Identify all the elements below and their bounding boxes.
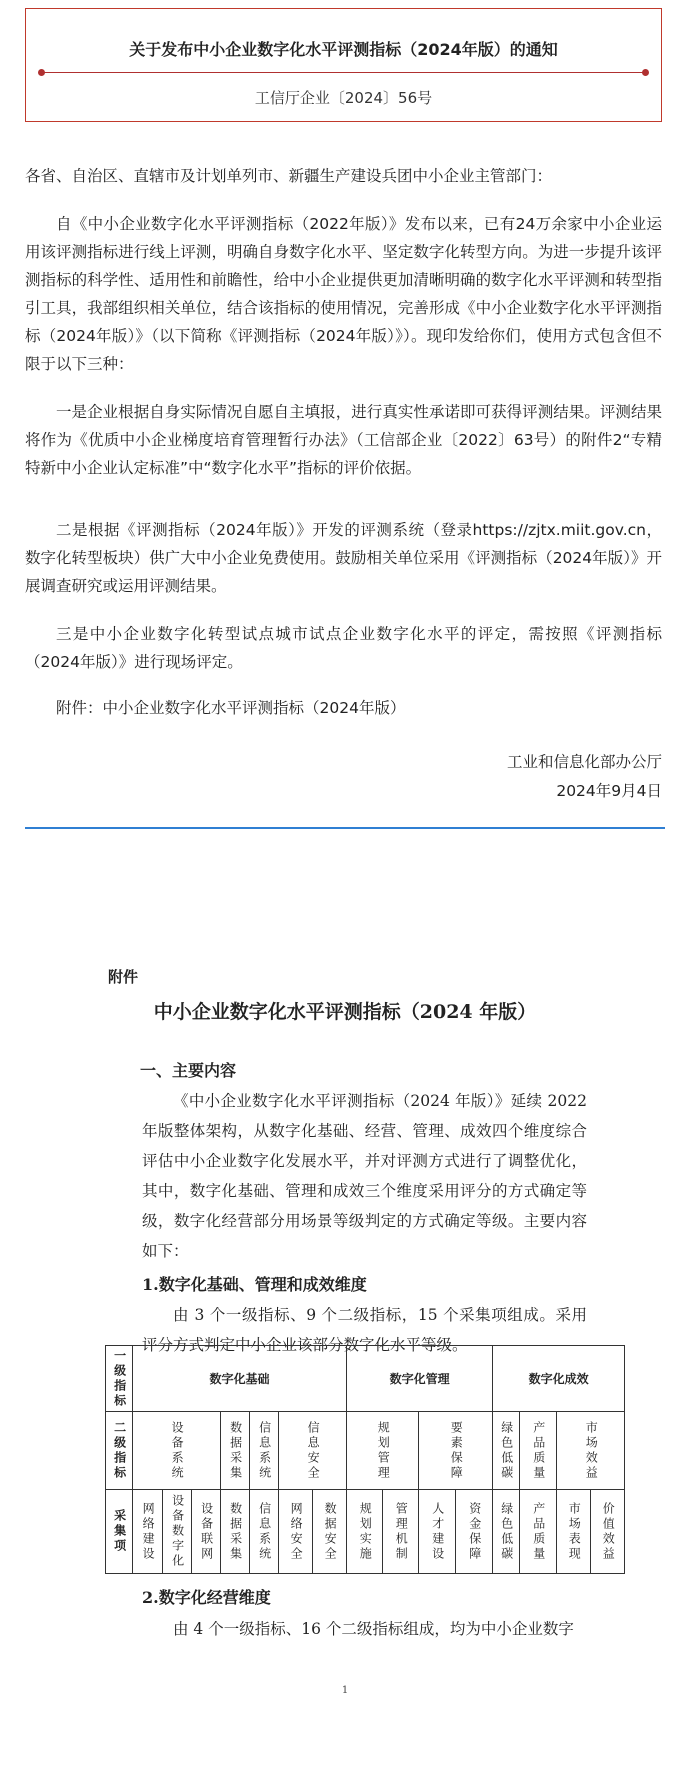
item-cell: 数据安全 xyxy=(313,1490,347,1574)
addressee: 各省、自治区、直辖市及计划单列市、新疆生产建设兵团中小企业主管部门： xyxy=(25,167,553,185)
item-cell: 网络安全 xyxy=(279,1490,313,1574)
attachment-line: 附件：中小企业数字化水平评测指标（2024年版） xyxy=(56,699,406,717)
item-cell: 绿色低碳 xyxy=(493,1490,520,1574)
level2-cell: 数据采集 xyxy=(221,1412,250,1490)
appendix-label: 附件 xyxy=(108,968,139,986)
section-divider xyxy=(25,827,665,829)
section-heading: 一、主要内容 xyxy=(140,1061,237,1080)
subsection-2-text: 由 4 个一级指标、16 个二级指标组成，均为中小企业数字 xyxy=(173,1620,574,1638)
indicator-table xyxy=(105,1345,625,1574)
divider-dot-left xyxy=(38,69,45,76)
issuer: 工业和信息化部办公厅 xyxy=(506,753,662,771)
item-cell: 管理机制 xyxy=(383,1490,419,1574)
level2-cell: 产品质量 xyxy=(520,1412,557,1490)
item-cell: 设备数字化 xyxy=(163,1490,192,1574)
row-header-level1: 一级指标 xyxy=(106,1346,133,1412)
page-number: 1 xyxy=(341,1685,349,1696)
subsection-1-heading: 1.数字化基础、管理和成效维度 xyxy=(142,1275,367,1294)
item-cell: 设备联网 xyxy=(192,1490,221,1574)
table-row-level1 xyxy=(106,1346,625,1412)
paragraph-3: 二是根据《评测指标（2024年版）》开发的评测系统（登录https://zjtx.miit.gov.cn，数字化转型板块）供广大中小企业免费使用。鼓励相关单位采用《评测指标（2024年版）》开展调查研究或运用评测结果。 xyxy=(25,521,662,595)
level2-cell: 市场效益 xyxy=(557,1412,625,1490)
row-header-items: 采集项 xyxy=(106,1490,133,1574)
subsection-1-text: 由 3 个一级指标、9 个二级指标，15 个采集项组成。采用评分方式判定中小企业该部分数字化水平等级。 xyxy=(142,1306,587,1354)
subsection-2-heading: 2.数字化经营维度 xyxy=(142,1588,271,1607)
appendix-intro: 《中小企业数字化水平评测指标（2024 年版）》延续 2022 年版整体架构，从数字化基础、经营、管理、成效四个维度综合评估中小企业数字化发展水平，并对评测方式进行了调整优化，其中，数字化基础、管理和成效三个维度采用评分的方式确定等级，数字化经营部分用场景等级判定的方式确定等级。主要内容如下： xyxy=(142,1092,587,1260)
paragraph-1: 自《中小企业数字化水平评测指标（2022年版）》发布以来，已有24万余家中小企业运用该评测指标进行线上评测，明确自身数字化水平、坚定数字化转型方向。为进一步提升该评测指标的科学性、适用性和前瞻性，给中小企业提供更加清晰明确的数字化水平评测和转型指引工具，我部组织相关单位，结合该指标的使用情况，完善形成《中小企业数字化水平评测指标（2024年版）》（以下简称《评测指标（2024年版）》）。现印发给你们，使用方式包含但不限于以下三种： xyxy=(25,215,662,373)
item-cell: 产品质量 xyxy=(520,1490,557,1574)
level2-cell: 规划管理 xyxy=(347,1412,419,1490)
level2-cell: 要素保障 xyxy=(419,1412,493,1490)
level1-cell: 数字化成效 xyxy=(493,1346,625,1412)
level1-cell: 数字化管理 xyxy=(347,1346,493,1412)
level2-cell: 设备系统 xyxy=(133,1412,221,1490)
level2-cell: 信息安全 xyxy=(279,1412,347,1490)
item-cell: 市场表现 xyxy=(557,1490,591,1574)
paragraph-2: 一是企业根据自身实际情况自愿自主填报，进行真实性承诺即可获得评测结果。评测结果将作为《优质中小企业梯度培育管理暂行办法》（工信部企业〔2022〕63号）的附件2“专精特新中小企业认定标准”中“数字化水平”指标的评价依据。 xyxy=(25,403,662,477)
item-cell: 规划实施 xyxy=(347,1490,383,1574)
notice-header xyxy=(25,8,662,122)
level2-cell: 信息系统 xyxy=(250,1412,279,1490)
item-cell: 人才建设 xyxy=(419,1490,456,1574)
row-header-level2: 二级指标 xyxy=(106,1412,133,1490)
divider-dot-right xyxy=(642,69,649,76)
header-divider xyxy=(40,72,647,73)
notice-title: 关于发布中小企业数字化水平评测指标（2024年版）的通知 xyxy=(129,40,558,59)
paragraph-4: 三是中小企业数字化转型试点城市试点企业数字化水平的评定，需按照《评测指标（2024年版）》进行现场评定。 xyxy=(25,625,662,671)
table-row-level2 xyxy=(106,1412,625,1490)
item-cell: 价值效益 xyxy=(591,1490,625,1574)
appendix-title: 中小企业数字化水平评测指标（2024 年版） xyxy=(153,1001,537,1023)
table-row-items xyxy=(106,1490,625,1574)
item-cell: 网络建设 xyxy=(133,1490,163,1574)
level2-cell: 绿色低碳 xyxy=(493,1412,520,1490)
item-cell: 数据采集 xyxy=(221,1490,250,1574)
issue-date: 2024年9月4日 xyxy=(556,782,662,800)
level1-cell: 数字化基础 xyxy=(133,1346,347,1412)
document-number: 工信厅企业〔2024〕56号 xyxy=(254,89,433,107)
item-cell: 信息系统 xyxy=(250,1490,279,1574)
item-cell: 资金保障 xyxy=(456,1490,493,1574)
